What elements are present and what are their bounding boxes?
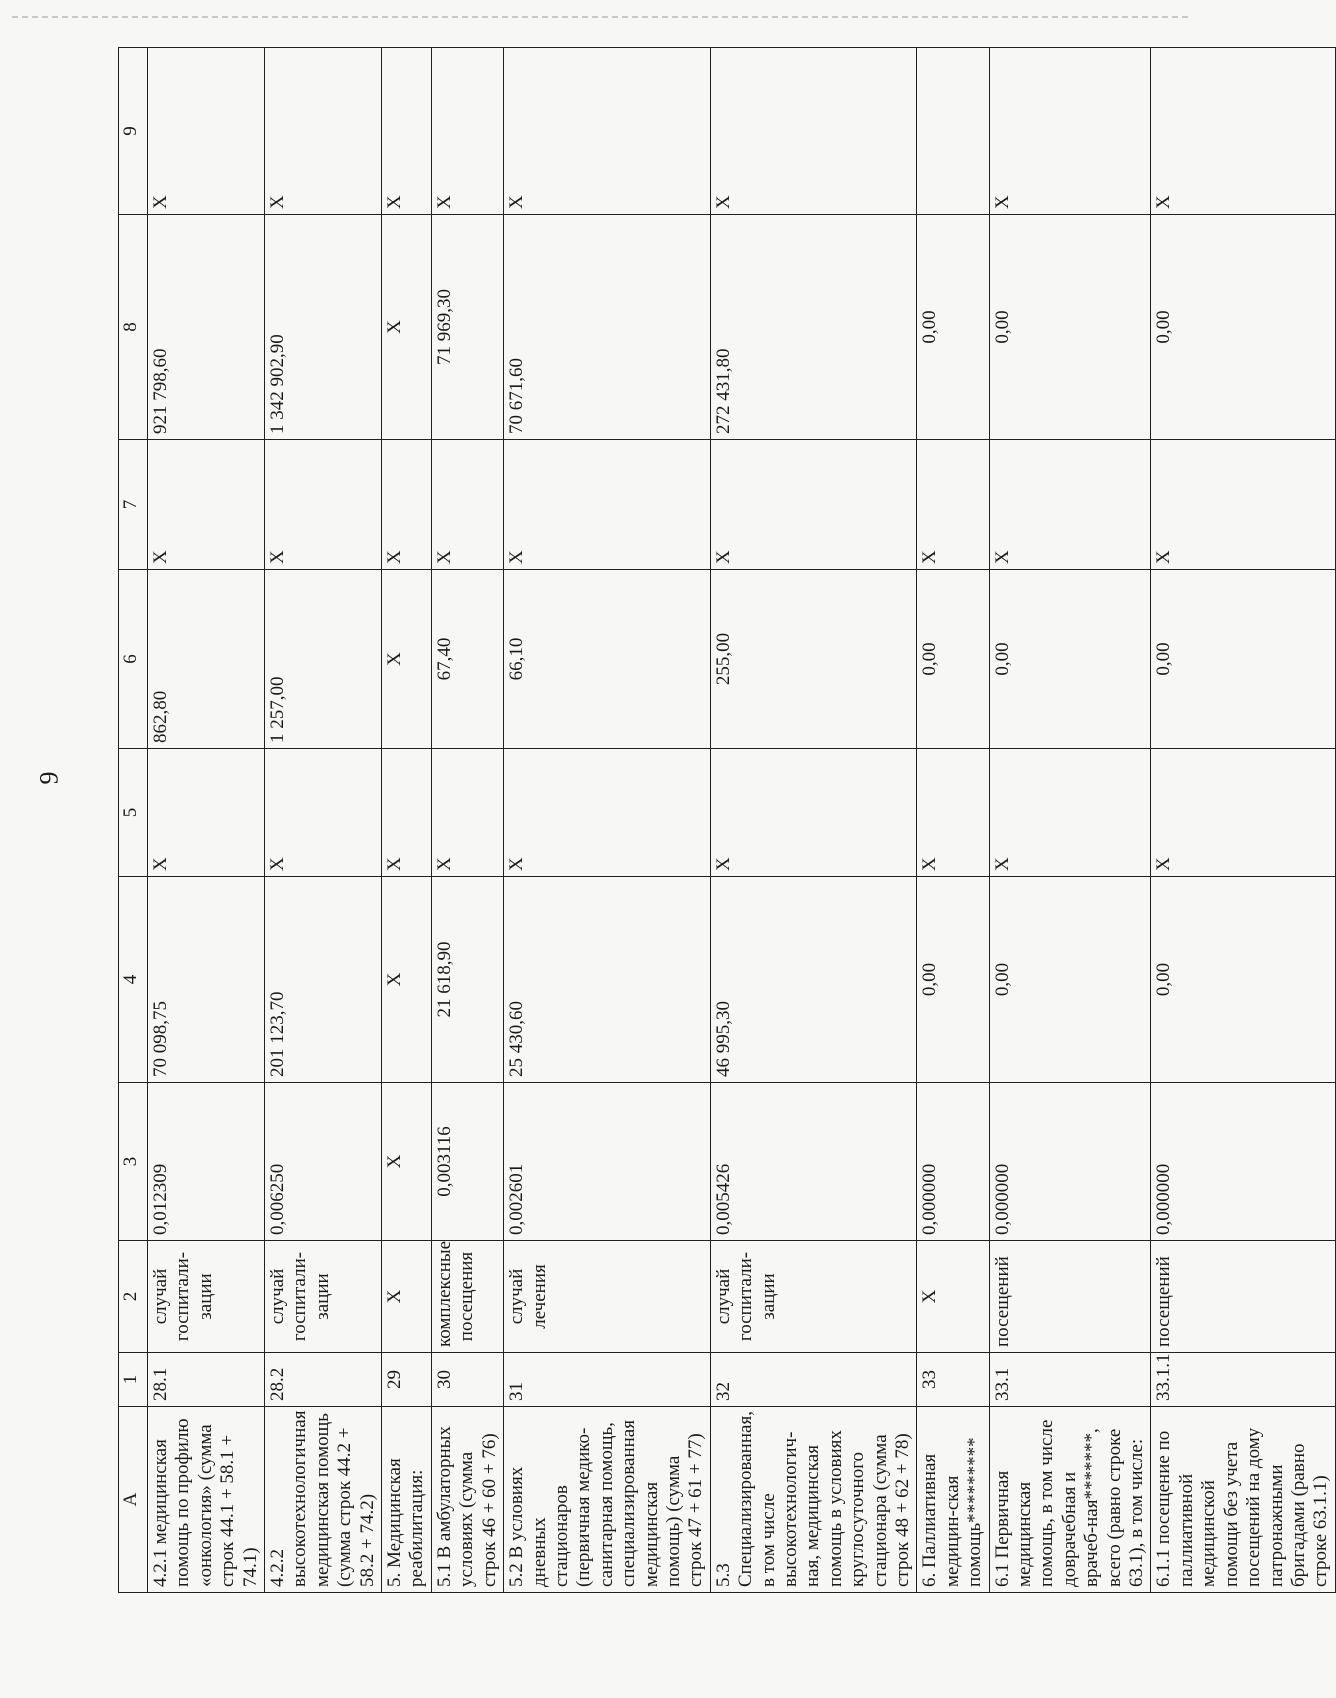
table-cell: X [265, 48, 382, 215]
table-cell: X [265, 440, 382, 570]
table-cell: X [989, 48, 1151, 215]
unit-cell: случай лечения [504, 1241, 711, 1353]
table-cell [917, 48, 989, 215]
table-cell: 0,00 [917, 570, 989, 749]
header-cell: 5 [119, 749, 148, 877]
table-row [989, 48, 1151, 1593]
header-cell: 2 [119, 1241, 148, 1353]
table-cell: 0,005426 [710, 1083, 917, 1241]
table-cell: 25 430,60 [504, 877, 711, 1083]
unit-cell: X [917, 1241, 989, 1353]
table-cell: 0,002601 [504, 1083, 711, 1241]
row-code-cell: 28.2 [265, 1353, 382, 1407]
table-cell: 862,80 [148, 570, 265, 749]
row-label-cell: 5.2 В условиях дневных стационаров (первичная медико-санитарная помощь, специализированная медицинская помощь) (сумма строк 47 + 61 + 77) [504, 1407, 711, 1593]
header-cell: 6 [119, 570, 148, 749]
header-cell: 7 [119, 440, 148, 570]
table-cell: X [382, 570, 432, 749]
header-cell: A [119, 1407, 148, 1593]
table-cell: 0,000000 [917, 1083, 989, 1241]
table-row [382, 48, 432, 1593]
table-cell: 70 098,75 [148, 877, 265, 1083]
table-cell: X [504, 749, 711, 877]
row-code-cell: 29 [382, 1353, 432, 1407]
table-cell: X [1151, 48, 1335, 215]
table-row [917, 48, 989, 1593]
table-cell: 921 798,60 [148, 215, 265, 440]
table-cell: X [431, 48, 503, 215]
table-cell: X [382, 48, 432, 215]
table-cell: 66,10 [504, 570, 711, 749]
table-cell: X [710, 48, 917, 215]
row-label-cell: 5.1 В амбулаторных условиях (сумма строк 46 + 60 + 76) [431, 1407, 503, 1593]
table-cell: 0,00 [989, 215, 1151, 440]
unit-cell: комплексные посещения [431, 1241, 503, 1353]
table-cell: 70 671,60 [504, 215, 711, 440]
table-cell: X [382, 215, 432, 440]
unit-cell: случай госпитали-зации [148, 1241, 265, 1353]
row-code-cell: 30 [431, 1353, 503, 1407]
unit-cell: случай госпитали-зации [710, 1241, 917, 1353]
unit-cell: случай госпитали-зации [265, 1241, 382, 1353]
header-cell: 8 [119, 215, 148, 440]
table-cell: 46 995,30 [710, 877, 917, 1083]
table-cell: X [431, 440, 503, 570]
table-cell: 0,006250 [265, 1083, 382, 1241]
table-cell: X [1151, 440, 1335, 570]
table-cell: 1 342 902,90 [265, 215, 382, 440]
table-cell: 272 431,80 [710, 215, 917, 440]
header-cell: 3 [119, 1083, 148, 1241]
table-cell: 21 618,90 [431, 877, 503, 1083]
row-code-cell: 28.1 [148, 1353, 265, 1407]
row-label-cell: 4.2.1 медицинская помощь по профилю «онкология» (сумма строк 44.1 + 58.1 + 74.1) [148, 1407, 265, 1593]
unit-cell: X [382, 1241, 432, 1353]
table-cell: 0,003116 [431, 1083, 503, 1241]
row-code-cell: 33.1 [989, 1353, 1151, 1407]
table-cell: 0,00 [917, 215, 989, 440]
table-row [265, 48, 382, 1593]
row-label-cell: 5. Медицинская реабилитация: [382, 1407, 432, 1593]
table-cell: 255,00 [710, 570, 917, 749]
table-cell: X [989, 440, 1151, 570]
table-cell: X [148, 48, 265, 215]
header-cell: 1 [119, 1353, 148, 1407]
row-label-cell: 5.3 Специализированная, в том числе высокотехнологич-ная, медицинская помощь в условиях круглосуточного стационара (сумма строк 48 + 62 + 78) [710, 1407, 917, 1593]
table-cell: X [148, 440, 265, 570]
data-table [118, 47, 1336, 1593]
table-cell: 0,00 [989, 570, 1151, 749]
table-cell: 0,00 [917, 877, 989, 1083]
table-row [710, 48, 917, 1593]
table-cell: X [917, 749, 989, 877]
unit-cell: посещений [989, 1241, 1151, 1353]
table-cell: X [265, 749, 382, 877]
table-cell: X [504, 48, 711, 215]
table-cell: X [382, 877, 432, 1083]
table-row [148, 48, 265, 1593]
row-label-cell: 6.1.1 посещение по паллиативной медицинской помощи без учета посещений на дому патронажными бригадами (равно строке 63.1.1) [1151, 1407, 1335, 1593]
table-cell: X [989, 749, 1151, 877]
table-cell: 0,00 [1151, 215, 1335, 440]
table-cell: X [382, 749, 432, 877]
table-cell: 201 123,70 [265, 877, 382, 1083]
table-cell: 67,40 [431, 570, 503, 749]
table-cell: 0,000000 [989, 1083, 1151, 1241]
row-code-cell: 31 [504, 1353, 711, 1407]
table-row [504, 48, 711, 1593]
table-cell: 0,00 [989, 877, 1151, 1083]
table-cell: X [710, 440, 917, 570]
header-cell: 9 [119, 48, 148, 215]
table-cell: 71 969,30 [431, 215, 503, 440]
row-code-cell: 33 [917, 1353, 989, 1407]
table-cell: 0,00 [1151, 570, 1335, 749]
table-cell: X [382, 1083, 432, 1241]
page-number: 9 [34, 771, 64, 785]
unit-cell: посещений [1151, 1241, 1335, 1353]
table-cell: X [431, 749, 503, 877]
table-cell: X [382, 440, 432, 570]
table-cell: 0,000000 [1151, 1083, 1335, 1241]
row-code-cell: 32 [710, 1353, 917, 1407]
scan-top-dashed-line [12, 16, 1188, 18]
row-label-cell: 6.1 Первичная медицинская помощь, в том числе доврачебная и врачеб-ная*******, всего (равно строке 63.1), в том числе: [989, 1407, 1151, 1593]
table-cell: X [1151, 749, 1335, 877]
table-cell: X [710, 749, 917, 877]
table-row [431, 48, 503, 1593]
row-label-cell: 4.2.2 высокотехнологичная медицинская помощь (сумма строк 44.2 + 58.2 + 74.2) [265, 1407, 382, 1593]
table-cell: 1 257,00 [265, 570, 382, 749]
table-row [1151, 48, 1335, 1593]
table-cell: X [504, 440, 711, 570]
row-code-cell: 33.1.1 [1151, 1353, 1335, 1407]
table-cell: 0,00 [1151, 877, 1335, 1083]
table-cell: X [917, 440, 989, 570]
table-header-row [119, 48, 148, 1593]
table-cell: X [148, 749, 265, 877]
header-cell: 4 [119, 877, 148, 1083]
row-label-cell: 6. Паллиативная медицин-ская помощь********* [917, 1407, 989, 1593]
table-cell: 0,012309 [148, 1083, 265, 1241]
